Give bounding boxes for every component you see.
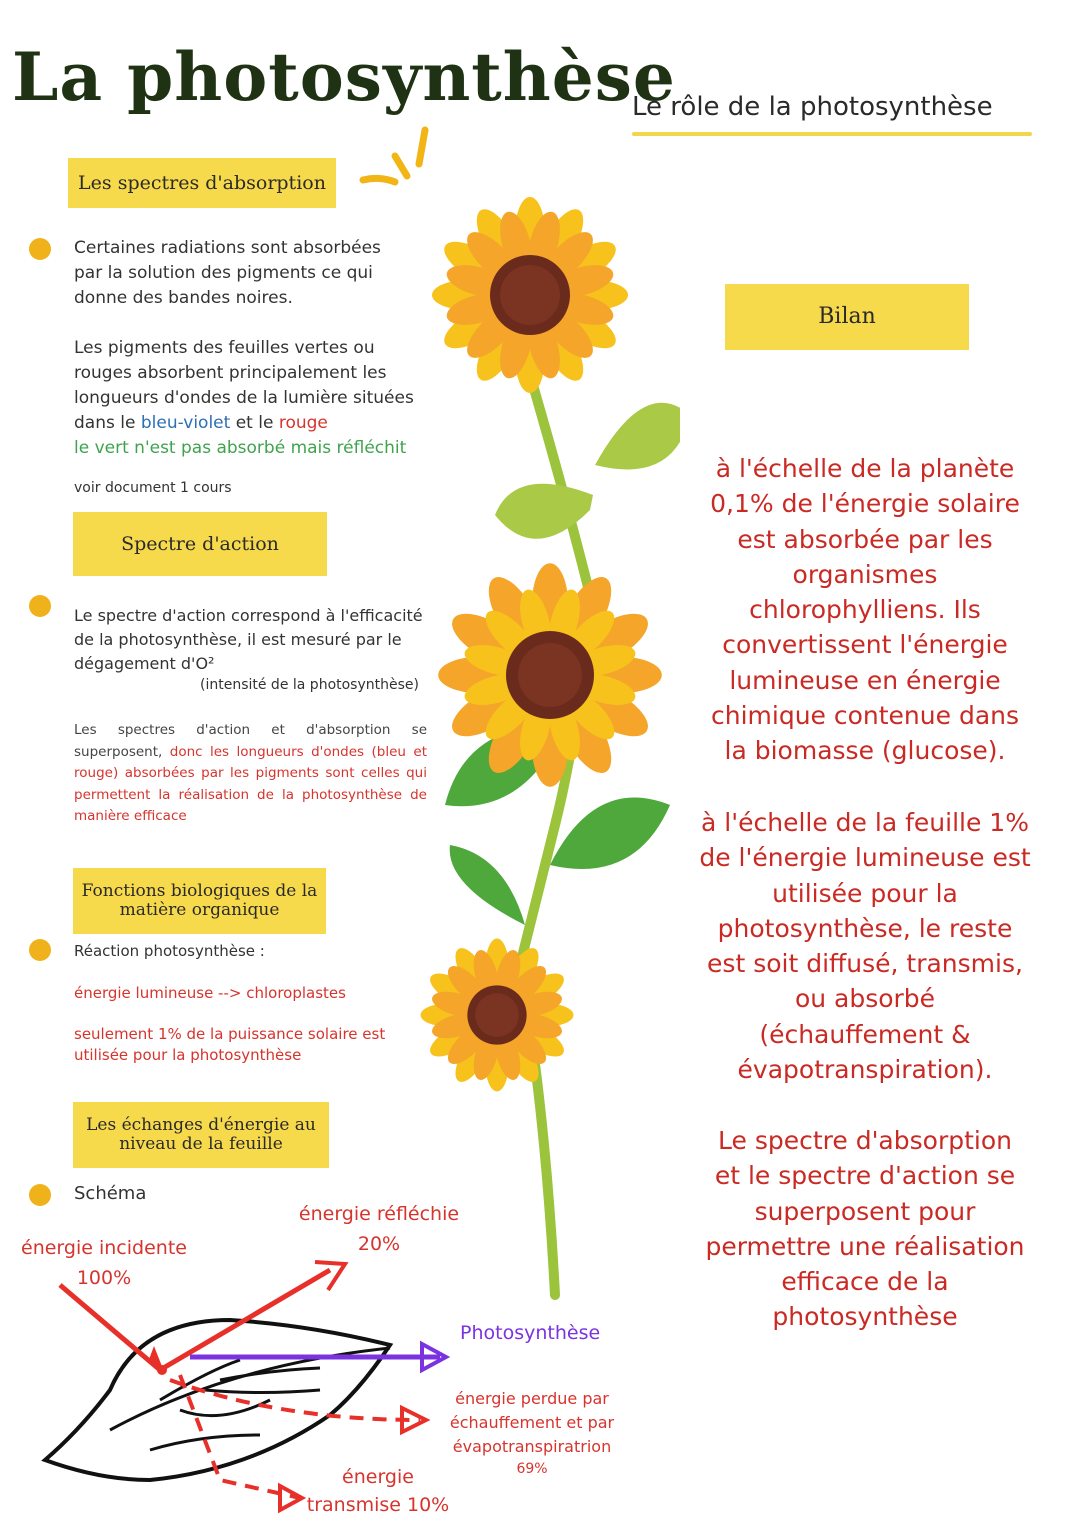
sunflower-top	[432, 197, 628, 393]
page-title: La photosynthèse	[12, 38, 676, 116]
bullet-icon	[29, 939, 51, 961]
bilan-paragraph-3: Le spectre d'absorption et le spectre d'action se superposent pour permettre une réalisation efficace de la photosynthèse	[705, 1126, 1025, 1332]
label-energie-reflechie: énergie réfléchie 20%	[298, 1203, 460, 1255]
sunflower-bottom	[421, 939, 574, 1092]
absorption-paragraph-1: Certaines radiations sont absorbées par la solution des pigments ce qui donne des bandes noires.	[74, 238, 381, 308]
incident-arrow-icon	[60, 1285, 160, 1370]
reaction-energy: énergie lumineuse --> chloroplastes	[74, 984, 346, 1002]
schema-label: Schéma	[74, 1183, 147, 1204]
bilan-paragraph-1: à l'échelle de la planète 0,1% de l'énergie solaire est absorbée par les organismes chlorophylliens. Ils convertissent l'énergie lumineuse en énergie chimique contenue dans la biomasse (glucose).	[710, 454, 1020, 766]
sunflower-middle	[438, 563, 662, 787]
label-energie-transmise: énergie transmise 10%	[306, 1466, 450, 1516]
action-paragraph-2: Les spectres d'action et d'absorption se superposent, donc les longueurs d'ondes (bleu et rouge) absorbées par les pigments sont celles qui permettent la réalisation de la photosynthèse de manière efficace	[74, 722, 427, 824]
heading-fonctions: Fonctions biologiques de la matière organique	[73, 868, 326, 934]
bullet-icon	[29, 1184, 51, 1206]
action-paragraph-1: Le spectre d'action correspond à l'efficacité de la photosynthèse, il est mesuré par le dégagement d'O²	[74, 606, 423, 673]
label-energie-incidente: énergie incidente 100%	[21, 1237, 187, 1289]
subtitle-underline	[632, 132, 1032, 136]
reaction-percentage: seulement 1% de la puissance solaire est utilisée pour la photosynthèse	[74, 1025, 386, 1064]
bilan-paragraph-2: à l'échelle de la feuille 1% de l'énergie lumineuse est utilisée pour la photosynthèse, le reste est soit diffusé, transmis, ou absorbé (échauffement & évapotranspiration).	[699, 808, 1031, 1085]
heading-absorption: Les spectres d'absorption	[68, 158, 336, 208]
heading-bilan: Bilan	[725, 284, 969, 350]
bullet-icon	[29, 595, 51, 617]
section-subtitle: Le rôle de la photosynthèse	[632, 92, 993, 122]
heading-echanges: Les échanges d'énergie au niveau de la feuille	[73, 1102, 329, 1168]
heading-action: Spectre d'action	[73, 512, 327, 576]
reaction-label: Réaction photosynthèse :	[74, 942, 265, 960]
action-intensity-note: (intensité de la photosynthèse)	[200, 677, 419, 693]
label-energie-perdue: énergie perdue par échauffement et par évapotranspiratrion 69%	[449, 1389, 615, 1477]
absorption-note: voir document 1 cours	[74, 480, 232, 496]
bullet-icon	[29, 238, 51, 260]
absorption-paragraph-2: Les pigments des feuilles vertes ou rouges absorbent principalement les longueurs d'ondes de la lumière situées dans le bleu-violet et le rouge le vert n'est pas absorbé mais réfléchit	[74, 338, 414, 458]
label-photosynthese: Photosynthèse	[460, 1322, 601, 1344]
